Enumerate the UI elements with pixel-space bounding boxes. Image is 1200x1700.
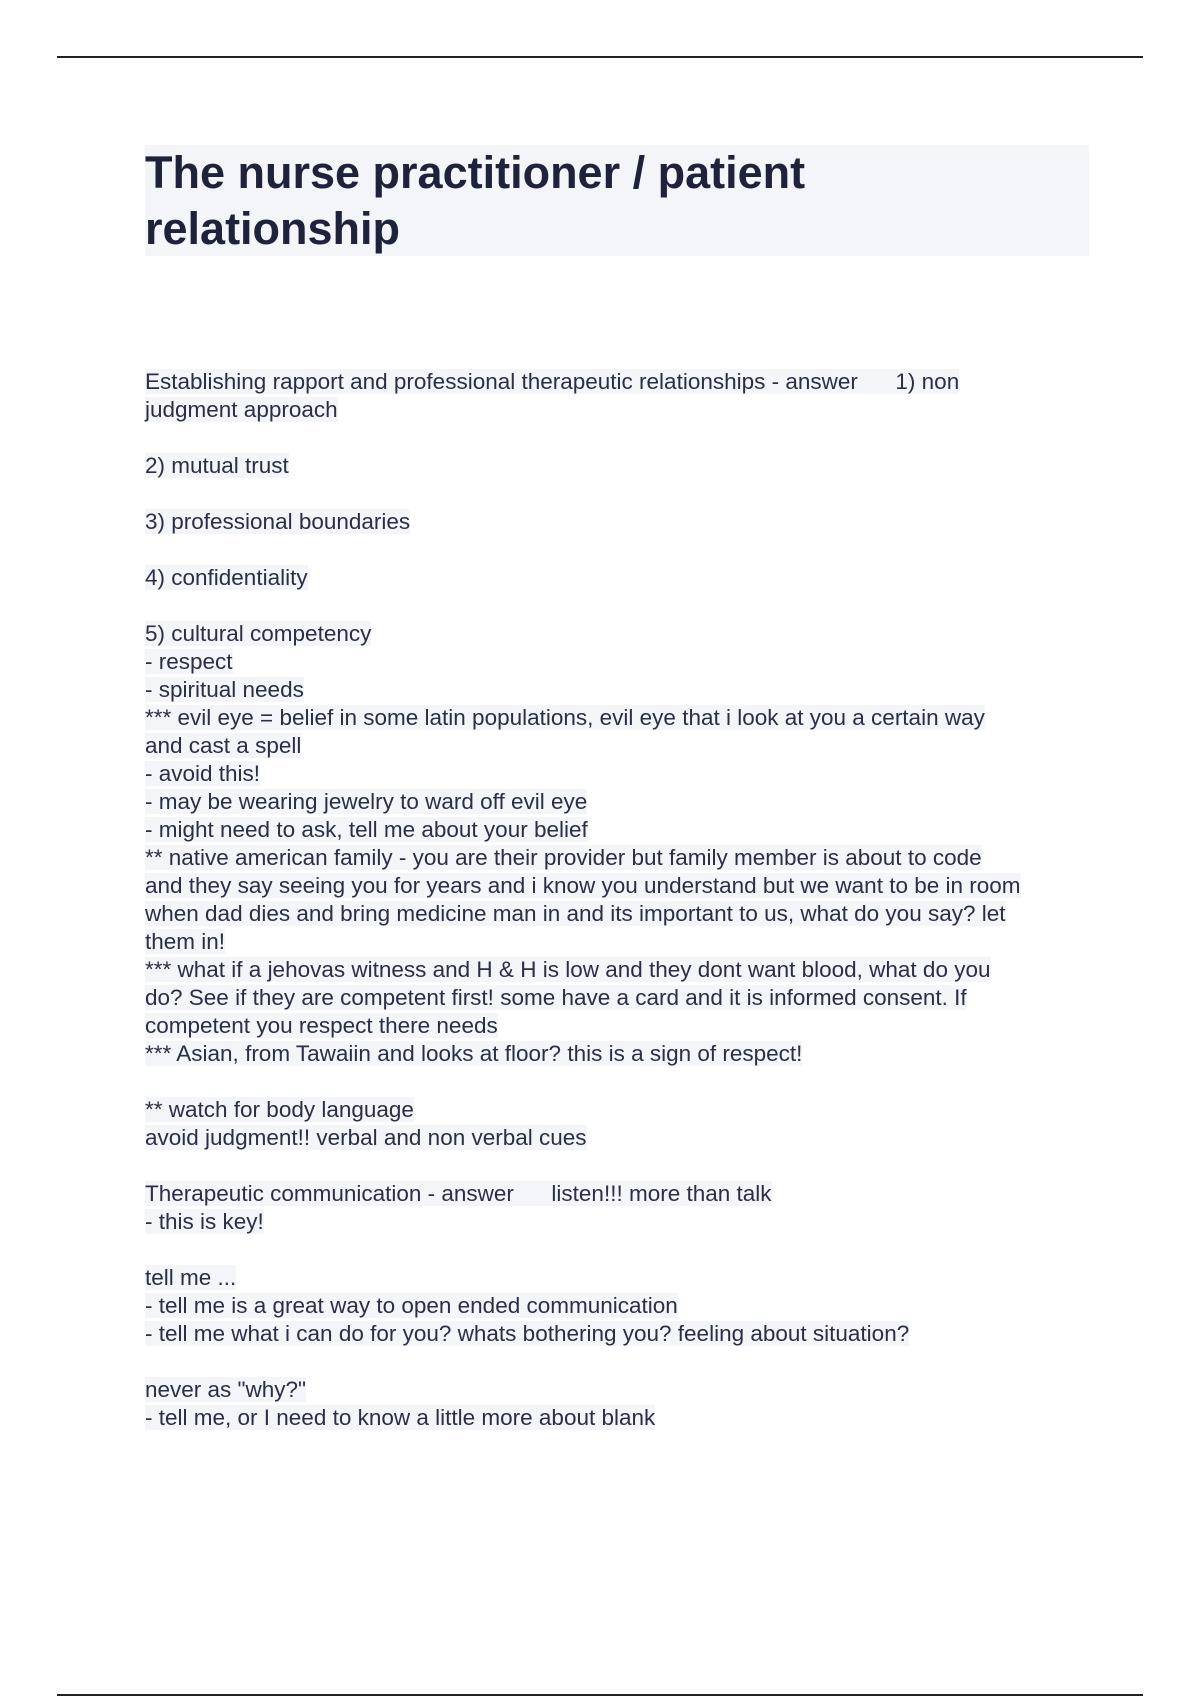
- blank-line: [145, 1152, 1095, 1180]
- text-line: [145, 368, 1095, 396]
- text-line-content: never as "why?": [145, 1377, 307, 1402]
- text-line: [145, 760, 1095, 788]
- text-line: [145, 620, 1095, 648]
- text-line-content: - this is key!: [145, 1209, 264, 1234]
- text-line-content: ** watch for body language: [145, 1097, 414, 1122]
- blank-line: [145, 592, 1095, 620]
- text-line-content: 2) mutual trust: [145, 453, 289, 478]
- text-line-content: judgment approach: [145, 397, 338, 422]
- text-line: [145, 1040, 1095, 1068]
- text-line: [145, 1180, 1095, 1208]
- blank-line: [145, 1068, 1095, 1096]
- text-line-content: - spiritual needs: [145, 677, 304, 702]
- text-line: [145, 844, 1095, 872]
- blank-line: [145, 424, 1095, 452]
- text-line: [145, 900, 1095, 928]
- text-line-content: - might need to ask, tell me about your belief: [145, 817, 588, 842]
- text-line: [145, 872, 1095, 900]
- text-line-content: - tell me, or I need to know a little more about blank: [145, 1405, 656, 1430]
- text-line: [145, 564, 1095, 592]
- text-line-content: tell me ...: [145, 1265, 237, 1290]
- text-line: [145, 1404, 1095, 1432]
- text-line: [145, 508, 1095, 536]
- bottom-rule: [57, 1694, 1143, 1696]
- title-line-2: relationship: [145, 203, 401, 254]
- text-line: [145, 1124, 1095, 1152]
- text-line: [145, 452, 1095, 480]
- text-line: [145, 956, 1095, 984]
- text-line: [145, 1264, 1095, 1292]
- text-line-content: ** native american family - you are their provider but family member is about to code: [145, 845, 982, 870]
- text-line: [145, 928, 1095, 956]
- text-line: [145, 732, 1095, 760]
- text-line-content: - respect: [145, 649, 233, 674]
- text-line: [145, 788, 1095, 816]
- document-title: [145, 145, 1089, 257]
- blank-line: [145, 480, 1095, 508]
- text-line-content: competent you respect there needs: [145, 1013, 498, 1038]
- text-line: [145, 396, 1095, 424]
- top-rule: [57, 56, 1143, 58]
- text-line: [145, 704, 1095, 732]
- text-line-content: them in!: [145, 929, 226, 954]
- text-line-content: 4) confidentiality: [145, 565, 308, 590]
- text-line-content: Therapeutic communication - answer listen!!! more than talk: [145, 1181, 772, 1206]
- text-line-content: do? See if they are competent first! some have a card and it is informed consent. If: [145, 985, 967, 1010]
- blank-line: [145, 1236, 1095, 1264]
- text-line-content: - tell me what i can do for you? whats bothering you? feeling about situation?: [145, 1321, 910, 1346]
- text-line: [145, 1096, 1095, 1124]
- text-line-content: 5) cultural competency: [145, 621, 372, 646]
- text-line-content: and they say seeing you for years and i know you understand but we want to be in room: [145, 873, 1021, 898]
- text-line: [145, 1320, 1095, 1348]
- blank-line: [145, 1348, 1095, 1376]
- text-line-content: *** what if a jehovas witness and H & H is low and they dont want blood, what do you: [145, 957, 991, 982]
- text-line-content: - tell me is a great way to open ended communication: [145, 1293, 678, 1318]
- text-line-content: and cast a spell: [145, 733, 302, 758]
- text-line: [145, 1376, 1095, 1404]
- text-line-content: avoid judgment!! verbal and non verbal cues: [145, 1125, 587, 1150]
- blank-line: [145, 536, 1095, 564]
- text-line: [145, 816, 1095, 844]
- title-block: [145, 145, 1089, 256]
- text-line: [145, 1208, 1095, 1236]
- document-body: [145, 368, 1095, 1432]
- text-line: [145, 676, 1095, 704]
- text-line-content: when dad dies and bring medicine man in and its important to us, what do you say? let: [145, 901, 1006, 926]
- title-line-1: The nurse practitioner / patient: [145, 147, 806, 198]
- text-line: [145, 1012, 1095, 1040]
- text-line: [145, 648, 1095, 676]
- text-line-content: - may be wearing jewelry to ward off evil eye: [145, 789, 588, 814]
- text-line: [145, 984, 1095, 1012]
- text-line-content: *** evil eye = belief in some latin populations, evil eye that i look at you a certain way: [145, 705, 985, 730]
- text-line-content: *** Asian, from Tawaiin and looks at floor? this is a sign of respect!: [145, 1041, 803, 1066]
- text-line-content: - avoid this!: [145, 761, 261, 786]
- text-line-content: Establishing rapport and professional therapeutic relationships - answer 1) non: [145, 369, 960, 394]
- text-line: [145, 1292, 1095, 1320]
- text-line-content: 3) professional boundaries: [145, 509, 411, 534]
